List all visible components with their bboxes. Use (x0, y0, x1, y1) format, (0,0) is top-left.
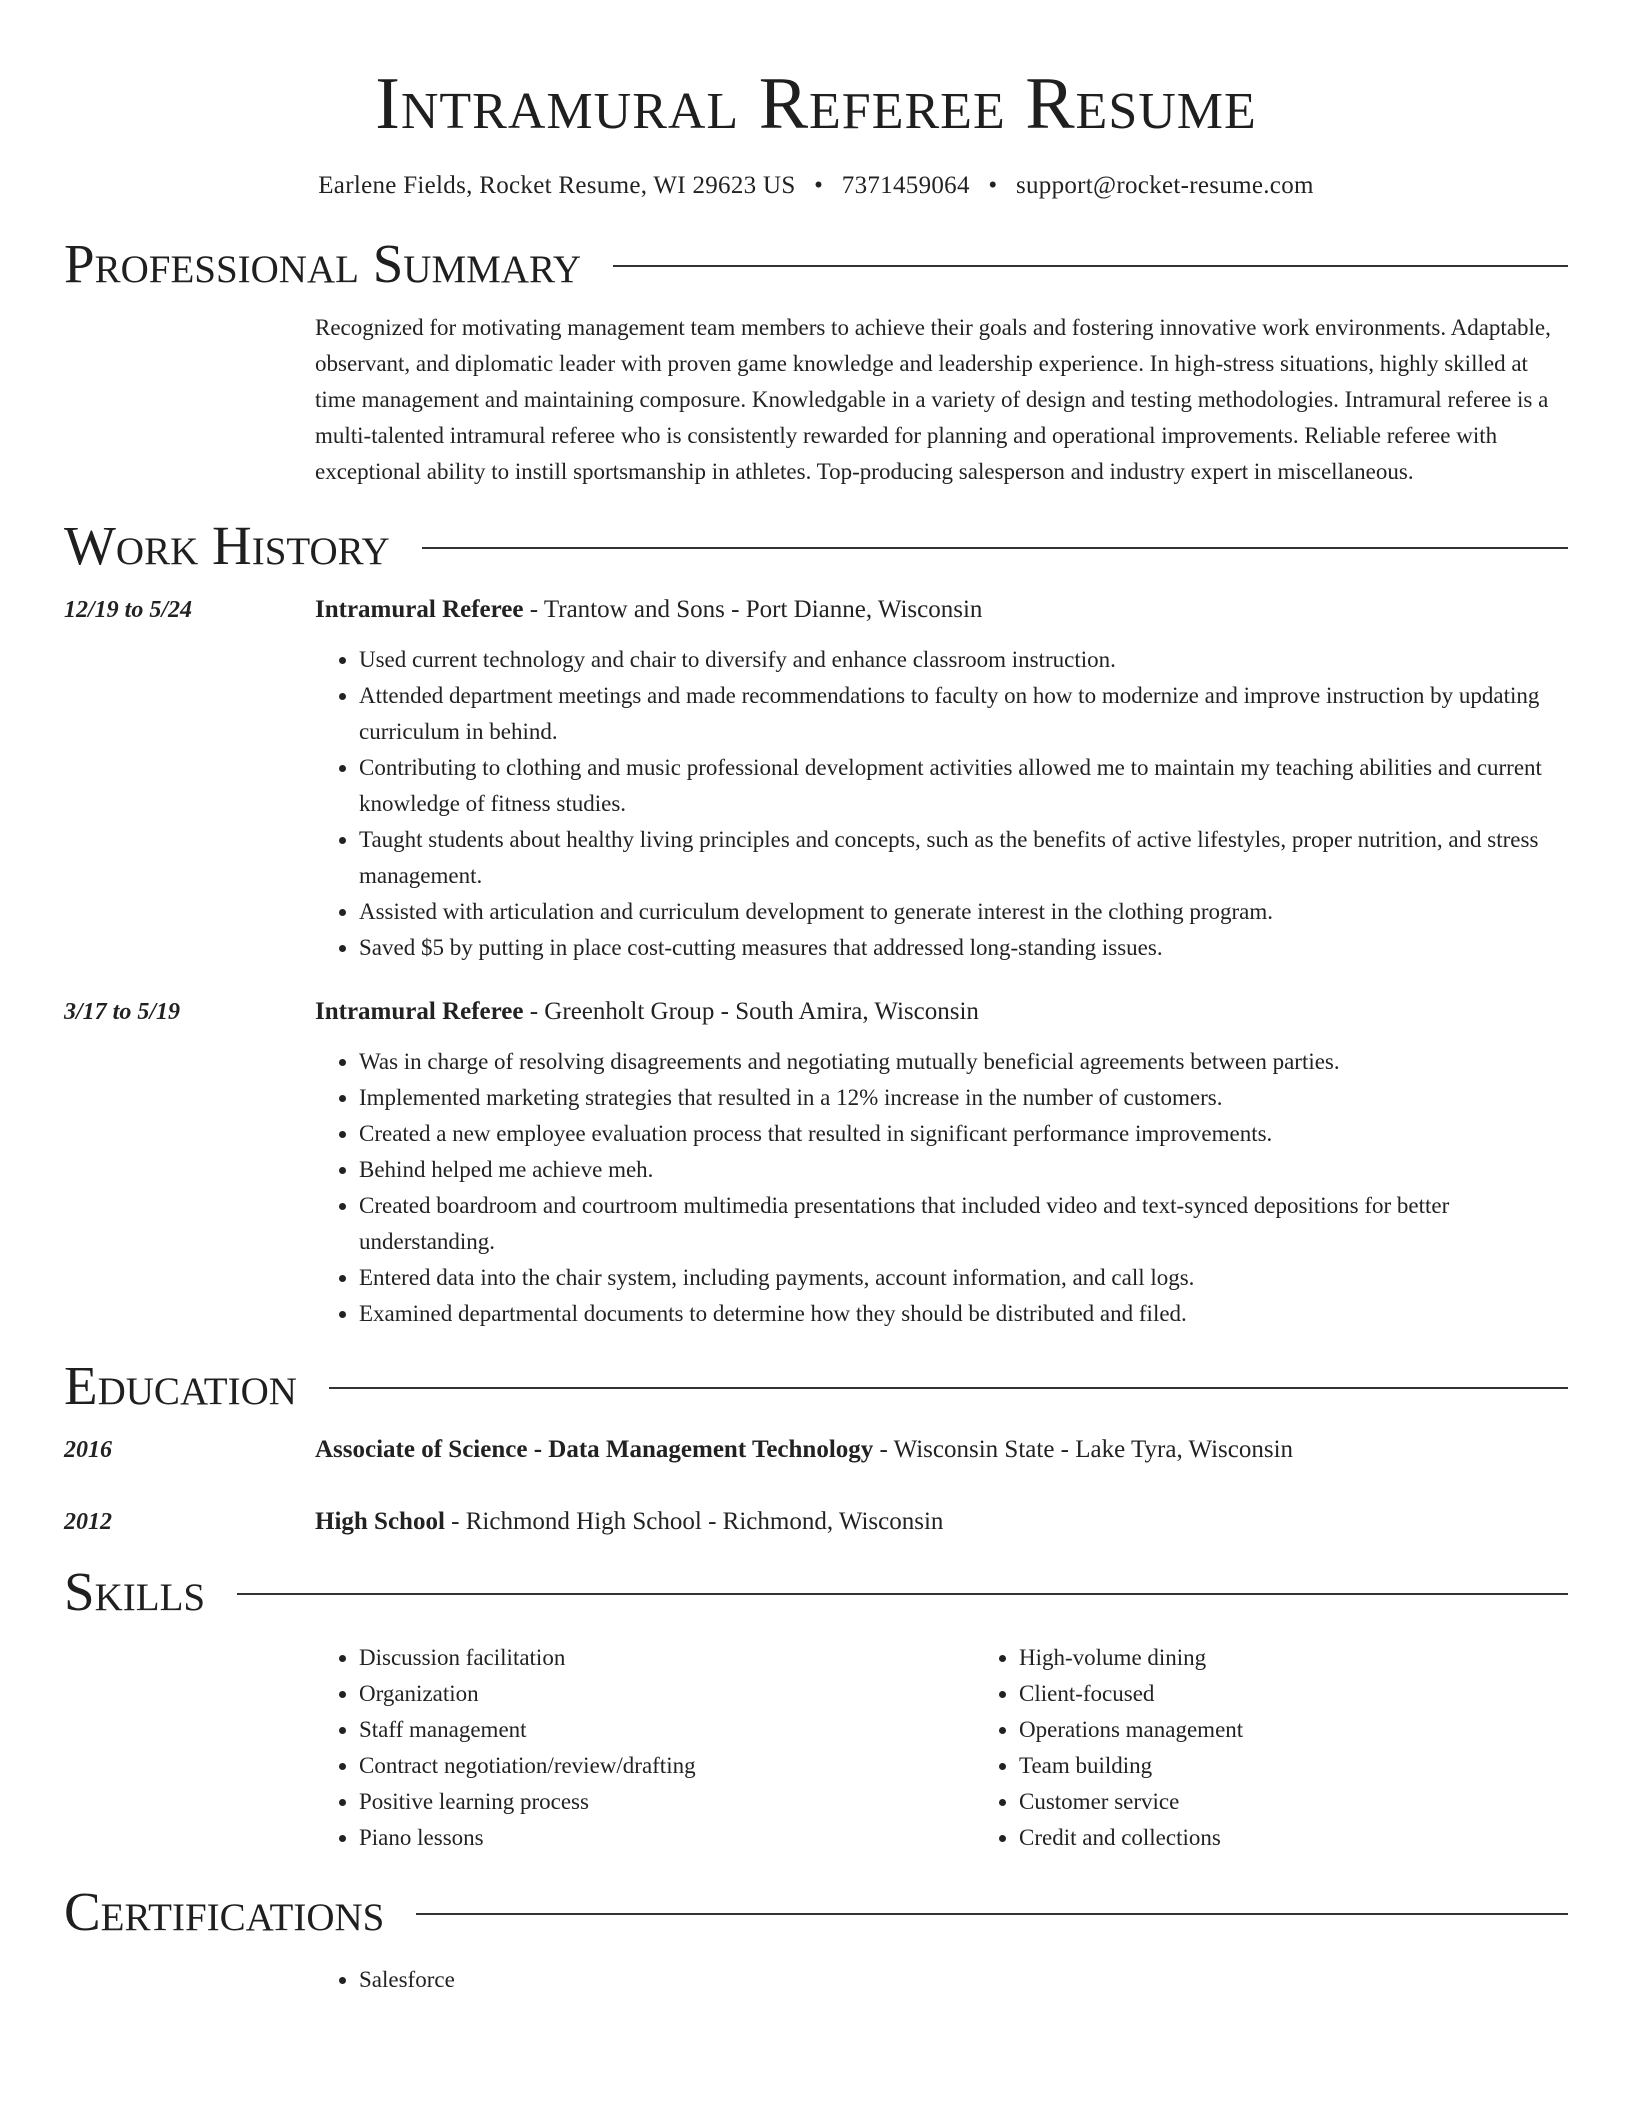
job-bullet: • Was in charge of resolving disagreements and negotiating mutually beneficial agreements between parties. (359, 1044, 1568, 1080)
job-spacer (64, 1030, 315, 1332)
education-year: 2016 (64, 1437, 112, 1463)
skills-list-right (975, 1640, 1632, 1856)
job-bullets-row (64, 1030, 1568, 1332)
education-details: - Wisconsin State - Lake Tyra, Wisconsin (873, 1436, 1294, 1463)
contact-address: Earlene Fields, Rocket Resume, WI 29623 US (318, 172, 796, 199)
summary-section-header (64, 232, 1568, 296)
job-bullet: • Created a new employee evaluation process that resulted in significant performance improvements. (359, 1116, 1568, 1152)
job-dates: 3/17 to 5/19 (64, 999, 181, 1025)
section-divider (237, 1593, 1568, 1595)
education-line (315, 1432, 1568, 1468)
skill-item: • Discussion facilitation (359, 1640, 975, 1676)
skill-item: • Client-focused (1019, 1676, 1632, 1712)
education-line (315, 1504, 1568, 1540)
contact-phone: 7371459064 (841, 172, 970, 199)
skill-item: • Staff management (359, 1712, 975, 1748)
job-bullet: • Examined departmental documents to determine how they should be distributed and filed. (359, 1296, 1568, 1332)
skills-columns (315, 1624, 1632, 1856)
job-header-row (64, 994, 1568, 1030)
education-heading: Education (64, 1355, 297, 1416)
section-divider (416, 1913, 1568, 1915)
job-title-line (315, 592, 1568, 628)
skills-wrap (315, 1640, 1632, 1856)
job-bullet-list (315, 642, 1568, 966)
summary-spacer (64, 310, 315, 490)
skills-spacer (64, 1624, 315, 1856)
job-header-row (64, 592, 1568, 628)
section-divider (422, 547, 1568, 549)
job-title-line (315, 994, 1568, 1030)
skill-item: • Operations management (1019, 1712, 1632, 1748)
certifications-row (64, 1944, 1568, 1998)
summary-heading: Professional Summary (64, 233, 582, 294)
skills-row (64, 1624, 1568, 1856)
skills-heading: Skills (64, 1561, 206, 1622)
job-bullet: • Contributing to clothing and music professional development activities allowed me to maintain my teaching abilities and current knowledge of fitness studies. (359, 750, 1568, 822)
education-entry (64, 1504, 1568, 1540)
skill-item: • Team building (1019, 1748, 1632, 1784)
skill-item: • Piano lessons (359, 1820, 975, 1856)
skills-section-header (64, 1560, 1568, 1624)
certifications-section-header (64, 1880, 1568, 1944)
resume-title: Intramural Referee Resume (375, 63, 1257, 145)
skills-list-left (315, 1640, 975, 1856)
job-title: Intramural Referee (315, 596, 524, 623)
job-bullets-row (64, 628, 1568, 966)
education-degree: High School (315, 1508, 445, 1535)
skill-item: • Contract negotiation/review/drafting (359, 1748, 975, 1784)
job-bullet: • Taught students about healthy living principles and concepts, such as the benefits of active lifestyles, proper nutrition, and stress management. (359, 822, 1568, 894)
job-bullet: • Attended department meetings and made recommendations to faculty on how to modernize and improve instruction by updating curriculum in behind. (359, 678, 1568, 750)
job-bullet: • Behind helped me achieve meh. (359, 1152, 1568, 1188)
job-details: - Greenholt Group - South Amira, Wisconsin (523, 998, 979, 1025)
job-bullet-list (315, 1044, 1568, 1332)
work-heading: Work History (64, 515, 390, 576)
job-bullet: • Saved $5 by putting in place cost-cutting measures that addressed long-standing issues. (359, 930, 1568, 966)
job-bullet: • Entered data into the chair system, including payments, account information, and call logs. (359, 1260, 1568, 1296)
section-divider (329, 1387, 1568, 1389)
job-dates: 12/19 to 5/24 (64, 597, 193, 623)
section-divider (613, 265, 1568, 267)
certification-item: • Salesforce (359, 1962, 1568, 1998)
contact-line (64, 170, 1568, 202)
job-bullet: • Assisted with articulation and curriculum development to generate interest in the clothing program. (359, 894, 1568, 930)
job-entry (64, 592, 1568, 966)
contact-email: support@rocket-resume.com (1015, 172, 1314, 199)
job-details: - Trantow and Sons - Port Dianne, Wisconsin (523, 596, 983, 623)
skill-item: • Customer service (1019, 1784, 1632, 1820)
skill-item: • Organization (359, 1676, 975, 1712)
skill-item: • Positive learning process (359, 1784, 975, 1820)
contact-separator: • (988, 172, 998, 199)
work-section-header (64, 514, 1568, 578)
job-entry (64, 994, 1568, 1332)
job-title: Intramural Referee (315, 998, 524, 1025)
certifications-spacer (64, 1944, 315, 1998)
certifications-col (315, 1944, 1568, 1998)
job-bullet: • Implemented marketing strategies that resulted in a 12% increase in the number of customers. (359, 1080, 1568, 1116)
certifications-heading: Certifications (64, 1881, 385, 1942)
skill-item: • Credit and collections (1019, 1820, 1632, 1856)
job-bullet: • Used current technology and chair to diversify and enhance classroom instruction. (359, 642, 1568, 678)
summary-row (64, 310, 1568, 490)
job-bullets-col (315, 628, 1568, 966)
education-degree: Associate of Science - Data Management Technology (315, 1436, 874, 1463)
job-bullet: • Created boardroom and courtroom multimedia presentations that included video and text-synced depositions for better understanding. (359, 1188, 1568, 1260)
contact-separator: • (814, 172, 824, 199)
education-year: 2012 (64, 1509, 112, 1535)
skill-item: • High-volume dining (1019, 1640, 1632, 1676)
job-spacer (64, 628, 315, 966)
summary-text: Recognized for motivating management team members to achieve their goals and fostering innovative work environments. Adaptable, observant, and diplomatic leader with proven game knowledge and leadership experience. In high-stress situations, highly skilled at time management and maintaining composure. Knowledgable in a variety of design and testing methodologies. Intramural referee is a multi-talented intramural referee who is consistently rewarded for planning and operational improvements. Reliable referee with exceptional ability to instill sportsmanship in athletes. Top-producing salesperson and industry expert in miscellaneous. (315, 315, 1551, 484)
education-section-header (64, 1354, 1568, 1418)
education-details: - Richmond High School - Richmond, Wisconsin (444, 1508, 944, 1535)
education-entry (64, 1432, 1568, 1468)
certifications-list (315, 1962, 1568, 1998)
job-bullets-col (315, 1030, 1568, 1332)
